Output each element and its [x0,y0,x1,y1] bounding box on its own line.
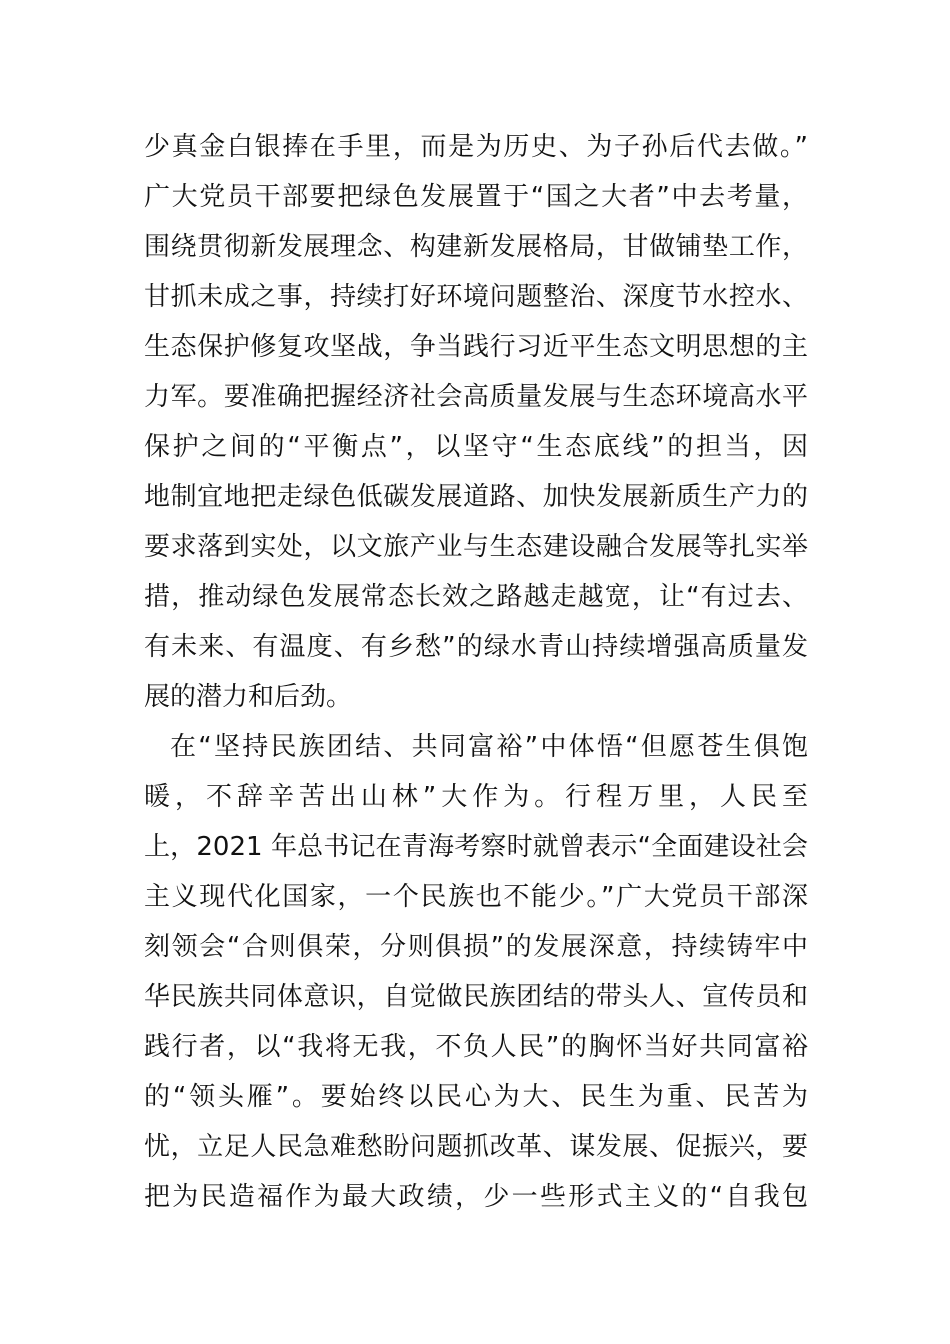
text-line: 甘抓未成之事，持续打好环境问题整治、深度节水控水、 [144,282,808,312]
text-line: 展的潜力和后劲。 [144,682,353,712]
text-line: 的“领头雁”。要始终以民心为大、民生为重、民苦为 [144,1082,808,1112]
text-line: 广大党员干部要把绿色发展置于“国之大者”中去考量， [144,182,808,212]
document-body [144,122,808,1222]
text-line: 主义现代化国家，一个民族也不能少。”广大党员干部深 [144,882,808,912]
text-line: 力军。要准确把握经济社会高质量发展与生态环境高水平 [144,382,808,412]
text-line: 刻领会“合则俱荣，分则俱损”的发展深意，持续铸牢中 [144,932,808,962]
text-line: 保护之间的“平衡点”，以坚守“生态底线”的担当，因 [144,432,808,462]
paragraph-green-development [144,122,808,722]
text-line: 践行者，以“我将无我，不负人民”的胸怀当好共同富裕 [144,1032,808,1062]
text-line: 少真金白银捧在手里，而是为历史、为子孙后代去做。” [144,132,808,162]
text-line: 华民族共同体意识，自觉做民族团结的带头人、宣传员和 [144,982,808,1012]
text-line: 暖，不辞辛苦出山林”大作为。行程万里，人民至 [144,782,808,812]
paragraph-ethnic-unity [144,722,808,1222]
text-line: 围绕贯彻新发展理念、构建新发展格局，甘做铺垫工作， [144,232,808,262]
text-line: 要求落到实处，以文旅产业与生态建设融合发展等扎实举 [144,532,808,562]
text-line: 上，2021 年总书记在青海考察时就曾表示“全面建设社会 [144,832,808,862]
text-line: 在“坚持民族团结、共同富裕”中体悟“但愿苍生俱饱 [170,732,808,762]
text-line: 措，推动绿色发展常态长效之路越走越宽，让“有过去、 [144,582,808,612]
text-line: 地制宜地把走绿色低碳发展道路、加快发展新质生产力的 [144,482,808,512]
text-line: 有未来、有温度、有乡愁”的绿水青山持续增强高质量发 [144,632,808,662]
text-line: 生态保护修复攻坚战，争当践行习近平生态文明思想的主 [144,332,808,362]
text-line: 忧，立足人民急难愁盼问题抓改革、谋发展、促振兴，要 [144,1132,808,1162]
text-line: 把为民造福作为最大政绩，少一些形式主义的“自我包 [144,1182,808,1212]
